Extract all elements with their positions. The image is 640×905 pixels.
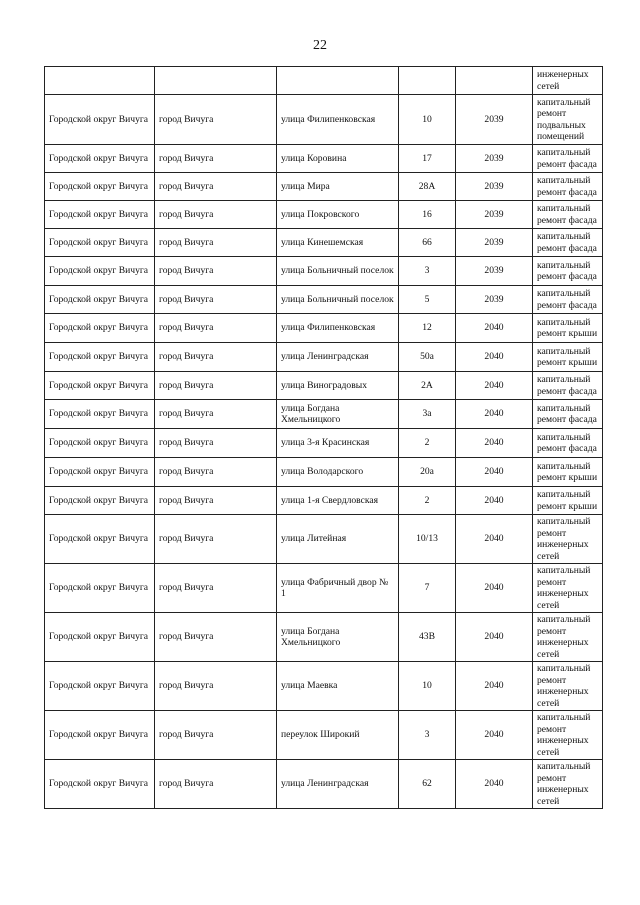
page-number: 22 [313, 38, 327, 53]
cell-year: 2040 [456, 429, 533, 458]
cell-year: 2040 [456, 711, 533, 760]
cell-house: 17 [399, 145, 456, 173]
cell-street: улица Богдана Хмельницкого [277, 613, 399, 662]
cell-district: Городской округ Вичуга [45, 229, 155, 257]
cell-city: город Вичуга [155, 173, 277, 201]
cell-work: капитальный ремонт крыши [533, 487, 603, 515]
cell-year: 2040 [456, 515, 533, 564]
cell-year: 2040 [456, 314, 533, 343]
cell-city: город Вичуга [155, 458, 277, 487]
cell-house: 7 [399, 564, 456, 613]
table-row [45, 400, 603, 429]
cell-work: капитальный ремонт фасада [533, 145, 603, 173]
cell-year: 2039 [456, 257, 533, 286]
cell-work: капитальный ремонт инженерных сетей [533, 760, 603, 809]
cell-street: улица Виноградовых [277, 372, 399, 400]
cell-house: 16 [399, 201, 456, 229]
cell-street: улица Маевка [277, 662, 399, 711]
cell-city: город Вичуга [155, 286, 277, 314]
table-row [45, 515, 603, 564]
table-row [45, 257, 603, 286]
cell-street: улица Покровского [277, 201, 399, 229]
cell-year [456, 67, 533, 95]
cell-city: город Вичуга [155, 314, 277, 343]
cell-district: Городской округ Вичуга [45, 314, 155, 343]
cell-district: Городской округ Вичуга [45, 343, 155, 372]
cell-year: 2039 [456, 95, 533, 145]
cell-year: 2039 [456, 173, 533, 201]
cell-work: капитальный ремонт фасада [533, 286, 603, 314]
cell-house: 28А [399, 173, 456, 201]
cell-city: город Вичуга [155, 564, 277, 613]
cell-work: капитальный ремонт фасада [533, 400, 603, 429]
cell-city: город Вичуга [155, 343, 277, 372]
table-body [45, 67, 603, 809]
cell-year: 2040 [456, 487, 533, 515]
cell-city: город Вичуга [155, 760, 277, 809]
cell-work: капитальный ремонт фасада [533, 201, 603, 229]
cell-work: капитальный ремонт инженерных сетей [533, 711, 603, 760]
cell-year: 2039 [456, 145, 533, 173]
table-row [45, 564, 603, 613]
cell-city: город Вичуга [155, 515, 277, 564]
table-row-continued [45, 67, 603, 95]
cell-house: 2 [399, 487, 456, 515]
cell-district: Городской округ Вичуга [45, 400, 155, 429]
cell-street: улица Больничный поселок [277, 286, 399, 314]
cell-district: Городской округ Вичуга [45, 173, 155, 201]
table-row [45, 201, 603, 229]
table-row [45, 711, 603, 760]
cell-street: улица Филипенковская [277, 95, 399, 145]
cell-street: улица Мира [277, 173, 399, 201]
cell-district [45, 67, 155, 95]
cell-district: Городской округ Вичуга [45, 711, 155, 760]
table-row [45, 613, 603, 662]
cell-street: улица Кинешемская [277, 229, 399, 257]
cell-house [399, 67, 456, 95]
cell-district: Городской округ Вичуга [45, 429, 155, 458]
cell-house: 3 [399, 257, 456, 286]
cell-year: 2039 [456, 286, 533, 314]
cell-year: 2040 [456, 458, 533, 487]
cell-work: капитальный ремонт фасада [533, 229, 603, 257]
cell-year: 2040 [456, 760, 533, 809]
cell-work: капитальный ремонт фасада [533, 257, 603, 286]
cell-district: Городской округ Вичуга [45, 760, 155, 809]
cell-street: улица Больничный поселок [277, 257, 399, 286]
cell-work: капитальный ремонт инженерных сетей [533, 613, 603, 662]
cell-street [277, 67, 399, 95]
cell-street: улица Богдана Хмельницкого [277, 400, 399, 429]
cell-year: 2039 [456, 201, 533, 229]
cell-city [155, 67, 277, 95]
cell-city: город Вичуга [155, 145, 277, 173]
cell-work: капитальный ремонт инженерных сетей [533, 564, 603, 613]
cell-year: 2040 [456, 343, 533, 372]
cell-district: Городской округ Вичуга [45, 95, 155, 145]
table-row [45, 487, 603, 515]
cell-work: капитальный ремонт крыши [533, 343, 603, 372]
cell-street: улица Коровина [277, 145, 399, 173]
cell-work: капитальный ремонт крыши [533, 314, 603, 343]
cell-house: 3а [399, 400, 456, 429]
cell-house: 2А [399, 372, 456, 400]
cell-house: 12 [399, 314, 456, 343]
table-row [45, 286, 603, 314]
table-row [45, 760, 603, 809]
table-row [45, 229, 603, 257]
table-row [45, 662, 603, 711]
cell-district: Городской округ Вичуга [45, 515, 155, 564]
cell-house: 2 [399, 429, 456, 458]
cell-district: Городской округ Вичуга [45, 662, 155, 711]
cell-house: 20а [399, 458, 456, 487]
cell-city: город Вичуга [155, 257, 277, 286]
cell-district: Городской округ Вичуга [45, 286, 155, 314]
repair-schedule-table [44, 66, 603, 809]
cell-district: Городской округ Вичуга [45, 458, 155, 487]
cell-district: Городской округ Вичуга [45, 201, 155, 229]
cell-city: город Вичуга [155, 201, 277, 229]
table-row [45, 95, 603, 145]
cell-year: 2040 [456, 564, 533, 613]
cell-year: 2040 [456, 400, 533, 429]
table-row [45, 314, 603, 343]
cell-house: 10 [399, 95, 456, 145]
cell-city: город Вичуга [155, 613, 277, 662]
cell-street: улица Филипенковская [277, 314, 399, 343]
cell-house: 10/13 [399, 515, 456, 564]
cell-district: Городской округ Вичуга [45, 564, 155, 613]
cell-street: улица 3-я Красинская [277, 429, 399, 458]
table-row [45, 173, 603, 201]
cell-house: 66 [399, 229, 456, 257]
cell-work: капитальный ремонт подвальных помещений [533, 95, 603, 145]
cell-city: город Вичуга [155, 662, 277, 711]
cell-street: улица Литейная [277, 515, 399, 564]
cell-work: капитальный ремонт инженерных сетей [533, 515, 603, 564]
cell-district: Городской округ Вичуга [45, 145, 155, 173]
cell-work: инженерных сетей [533, 67, 603, 95]
cell-house: 5 [399, 286, 456, 314]
cell-work: капитальный ремонт фасада [533, 372, 603, 400]
cell-work: капитальный ремонт инженерных сетей [533, 662, 603, 711]
cell-house: 10 [399, 662, 456, 711]
table-row [45, 343, 603, 372]
cell-city: город Вичуга [155, 711, 277, 760]
cell-district: Городской округ Вичуга [45, 257, 155, 286]
cell-city: город Вичуга [155, 429, 277, 458]
cell-district: Городской округ Вичуга [45, 372, 155, 400]
cell-city: город Вичуга [155, 400, 277, 429]
cell-street: улица Ленинградская [277, 343, 399, 372]
cell-year: 2040 [456, 372, 533, 400]
cell-house: 3 [399, 711, 456, 760]
table-row [45, 145, 603, 173]
cell-city: город Вичуга [155, 229, 277, 257]
cell-district: Городской округ Вичуга [45, 613, 155, 662]
cell-work: капитальный ремонт фасада [533, 173, 603, 201]
cell-work: капитальный ремонт фасада [533, 429, 603, 458]
table-row [45, 458, 603, 487]
cell-year: 2039 [456, 229, 533, 257]
cell-street: переулок Широкий [277, 711, 399, 760]
table-row [45, 372, 603, 400]
cell-house: 62 [399, 760, 456, 809]
cell-house: 50а [399, 343, 456, 372]
cell-district: Городской округ Вичуга [45, 487, 155, 515]
cell-city: город Вичуга [155, 487, 277, 515]
cell-year: 2040 [456, 662, 533, 711]
cell-work: капитальный ремонт крыши [533, 458, 603, 487]
table-row [45, 429, 603, 458]
cell-street: улица Ленинградская [277, 760, 399, 809]
cell-street: улица Володарского [277, 458, 399, 487]
cell-street: улица Фабричный двор № 1 [277, 564, 399, 613]
cell-city: город Вичуга [155, 95, 277, 145]
cell-year: 2040 [456, 613, 533, 662]
cell-street: улица 1-я Свердловская [277, 487, 399, 515]
cell-city: город Вичуга [155, 372, 277, 400]
cell-house: 43В [399, 613, 456, 662]
